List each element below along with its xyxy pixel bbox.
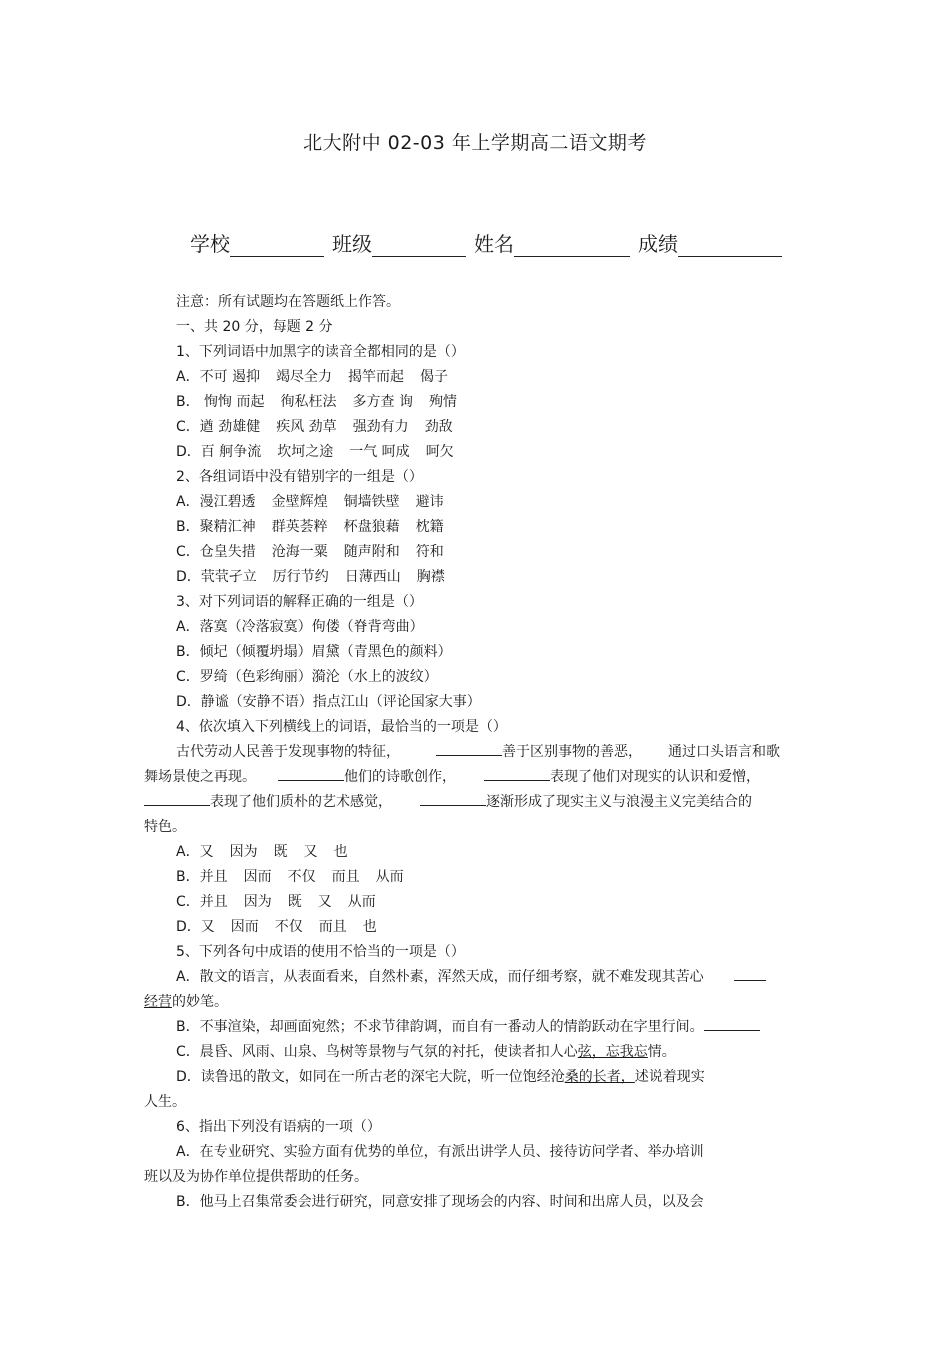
question-5-option-c: C．晨昏、风雨、山泉、鸟树等景物与气氛的衬托，使读者扣人心弦，忘我忘情。 xyxy=(176,1044,676,1060)
question-2-option-a: A．漫江碧透 金壁辉煌 铜墙铁壁 避讳 xyxy=(176,494,444,510)
question-4-passage-line-4: 特色。 xyxy=(144,819,186,835)
question-2-option-b: B．聚精汇神 群英荟粹 杯盘狼藉 枕籍 xyxy=(176,519,444,535)
school-label: 学校 xyxy=(190,232,230,256)
question-6-option-a-line-2: 班以及为协作单位提供帮助的任务。 xyxy=(144,1169,368,1185)
question-3-option-c: C．罗绮（色彩绚丽）漪沦（水上的波纹） xyxy=(176,669,438,685)
question-1-option-a: A．不可 遏抑 竭尽全力 揭竿而起 偈子 xyxy=(176,369,449,385)
question-3-stem: 3、对下列词语的解释正确的一组是（） xyxy=(176,594,423,610)
question-5-option-a-line-2: 经营的妙笔。 xyxy=(144,994,228,1010)
question-3-option-b: B．倾圮（倾覆坍塌）眉黛（青黑色的颜料） xyxy=(176,644,452,660)
score-label: 成绩 xyxy=(638,232,678,256)
question-1-option-b: B． 恂恂 而起 徇私枉法 多方查 询 殉情 xyxy=(176,394,457,410)
exam-content xyxy=(144,290,794,1215)
question-6-stem: 6、指出下列没有语病的一项（） xyxy=(176,1119,381,1135)
question-4-option-c: C．并且 因为 既 又 从而 xyxy=(176,894,376,910)
section-heading: 一、共 20 分，每题 2 分 xyxy=(176,319,333,335)
fill-blank-3[interactable] xyxy=(484,766,550,781)
name-blank[interactable] xyxy=(514,234,630,257)
class-blank[interactable] xyxy=(372,234,466,257)
student-info-bar xyxy=(190,228,810,257)
question-5-option-a-line-1: A．散文的语言，从表面看来，自然朴素，浑然天成，而仔细考察，就不难发现其苦心 xyxy=(144,965,794,990)
exam-note: 注意：所有试题均在答题纸上作答。 xyxy=(176,294,400,310)
question-3-option-a: A．落寞（冷落寂寞）佝偻（脊背弯曲） xyxy=(176,619,424,635)
question-5-option-d-line-1: D．读鲁迅的散文，如同在一所古老的深宅大院，听一位饱经沧桑的长者，述说着现实 xyxy=(176,1069,705,1085)
fill-blank-2[interactable] xyxy=(278,766,344,781)
question-4-passage-line-3: 表现了他们质朴的艺术感觉， 逐渐形成了现实主义与浪漫主义完美结合的 xyxy=(144,790,794,815)
question-4-stem: 4、依次填入下列横线上的词语，最恰当的一项是（） xyxy=(176,719,507,735)
question-6-option-a-line-1: A．在专业研究、实验方面有优势的单位，有派出讲学人员、接待访问学者、举办培训 xyxy=(176,1144,704,1160)
question-4-option-b: B．并且 因而 不仅 而且 从而 xyxy=(176,869,404,885)
exam-title: 北大附中 02-03 年上学期高二语文期考 xyxy=(303,132,647,154)
question-1-stem: 1、下列词语中加黑字的读音全都相同的是（） xyxy=(176,344,465,360)
question-6-option-b-line-1: B．他马上召集常委会进行研究，同意安排了现场会的内容、时间和出席人员，以及会 xyxy=(176,1194,704,1210)
question-4-option-a: A．又 因为 既 又 也 xyxy=(176,844,348,860)
question-2-option-c: C．仓皇失措 沧海一粟 随声附和 符和 xyxy=(176,544,444,560)
question-5-option-b: B．不事渲染，却画面宛然；不求节律韵调，而自有一番动人的情韵跃动在字里行间。 xyxy=(144,1015,794,1040)
question-1-option-d: D．百 舸争流 坎坷之途 一气 呵成 呵欠 xyxy=(176,444,454,460)
score-blank[interactable] xyxy=(678,234,782,257)
school-blank[interactable] xyxy=(230,234,324,257)
question-4-passage-line-1: 古代劳动人民善于发现事物的特征， 善于区别事物的善恶， 通过口头语言和歌 xyxy=(144,740,794,765)
question-5-stem: 5、下列各句中成语的使用不恰当的一项是（） xyxy=(176,944,465,960)
question-5-option-d-line-2: 人生。 xyxy=(144,1094,186,1110)
fill-blank-4[interactable] xyxy=(144,791,210,806)
class-label: 班级 xyxy=(332,232,372,256)
name-label: 姓名 xyxy=(474,232,514,256)
question-3-option-d: D．静谧（安静不语）指点江山（评论国家大事） xyxy=(176,694,481,710)
question-4-passage-line-2: 舞场景使之再现。 他们的诗歌创作， 表现了他们对现实的认识和爱憎， xyxy=(144,765,794,790)
question-1-option-c: C．遒 劲雄健 疾风 劲草 强劲有力 劲敌 xyxy=(176,419,453,435)
question-2-stem: 2、各组词语中没有错别字的一组是（） xyxy=(176,469,423,485)
fill-blank-5[interactable] xyxy=(420,791,486,806)
question-4-option-d: D．又 因而 不仅 而且 也 xyxy=(176,919,377,935)
question-2-option-d: D．茕茕孑立 厉行节约 日薄西山 胸襟 xyxy=(176,569,445,585)
fill-blank-1[interactable] xyxy=(436,741,502,756)
